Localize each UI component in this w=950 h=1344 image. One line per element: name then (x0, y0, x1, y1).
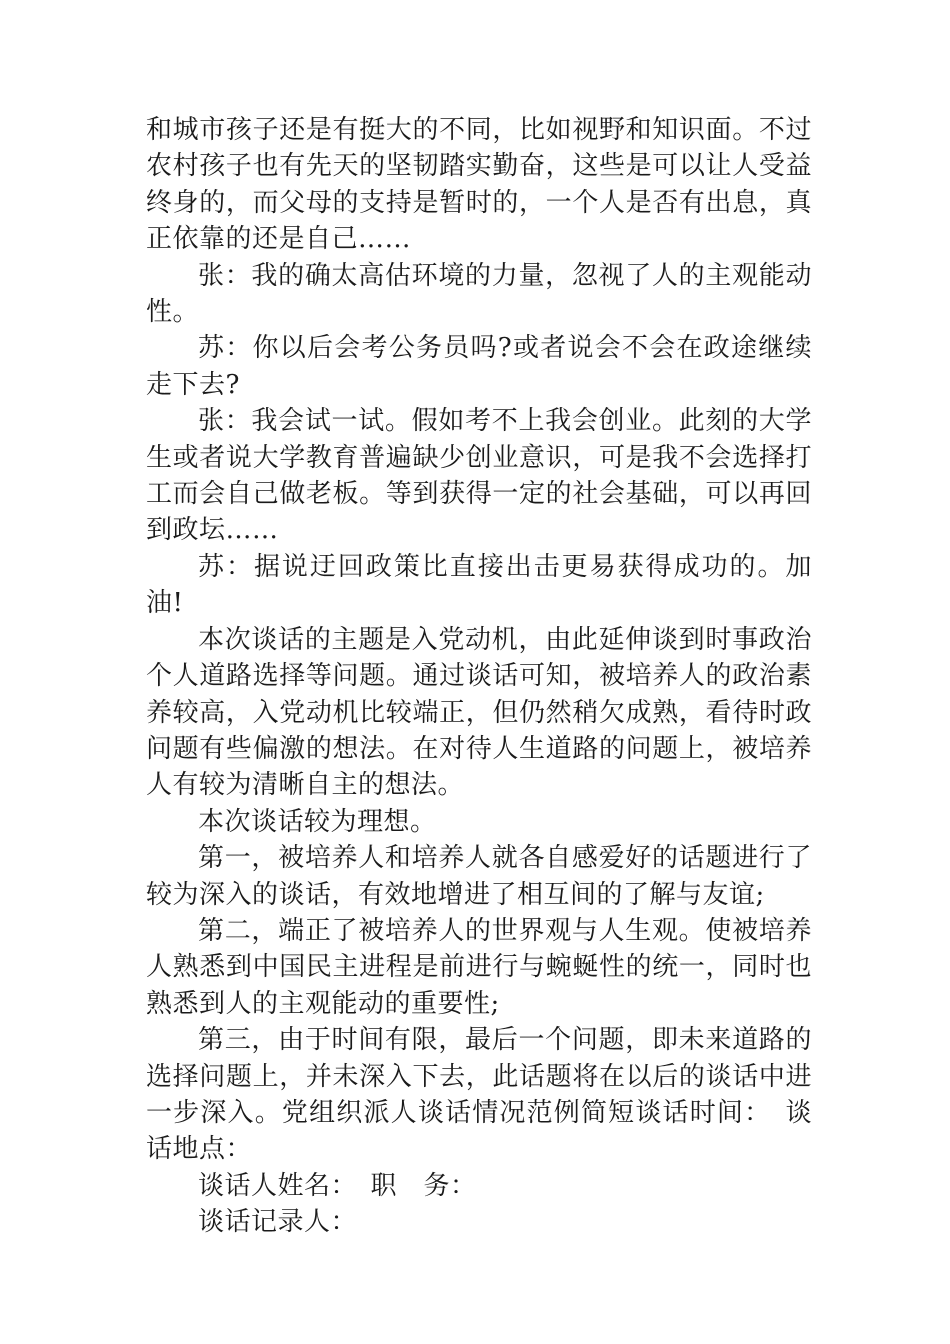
document-body (146, 112, 812, 1241)
point-second: 第二，端正了被培养人的世界观与人生观。使被培养人熟悉到中国民主进程是前进行与蜿蜒性的统一，同时也熟悉到人的主观能动的重要性; (146, 915, 812, 1019)
evaluation-paragraph: 本次谈话较为理想。 (198, 806, 437, 837)
recorder-line: 谈话记录人： (198, 1207, 358, 1238)
dialogue-zhang-1: 张：我的确太高估环境的力量，忽视了人的主观能动性。 (146, 260, 812, 328)
talker-name-line: 谈话人姓名： 职 务： (198, 1170, 477, 1201)
paragraph-continuation: 和城市孩子还是有挺大的不同，比如视野和知识面。不过农村孩子也有先天的坚韧踏实勤奋，这些是可以让人受益终身的，而父母的支持是暂时的，一个人是否有出息，真正依靠的还是自己…… (146, 115, 812, 255)
summary-paragraph: 本次谈话的主题是入党动机，由此延伸谈到时事政治个人道路选择等问题。通过谈话可知，被培养人的政治素养较高，入党动机比较端正，但仍然稍欠成熟，看待时政问题有些偏激的想法。在对待人生道路的问题上，被培养人有较为清晰自主的想法。 (146, 624, 812, 801)
point-third: 第三，由于时间有限，最后一个问题，即未来道路的选择问题上，并未深入下去，此话题将在以后的谈话中进一步深入。党组织派人谈话情况范例简短谈话时间： 谈话地点： (146, 1025, 812, 1165)
dialogue-su-2: 苏：据说迂回政策比直接出击更易获得成功的。加油! (146, 551, 812, 619)
point-first: 第一，被培养人和培养人就各自感爱好的话题进行了较为深入的谈话，有效地增进了相互间的了解与友谊; (146, 843, 812, 910)
dialogue-zhang-2: 张：我会试一试。假如考不上我会创业。此刻的大学生或者说大学教育普遍缺少创业意识，可是我不会选择打工而会自己做老板。等到获得一定的社会基础，可以再回到政坛…… (146, 406, 812, 546)
dialogue-su-1: 苏：你以后会考公务员吗?或者说会不会在政途继续走下去? (146, 333, 812, 400)
